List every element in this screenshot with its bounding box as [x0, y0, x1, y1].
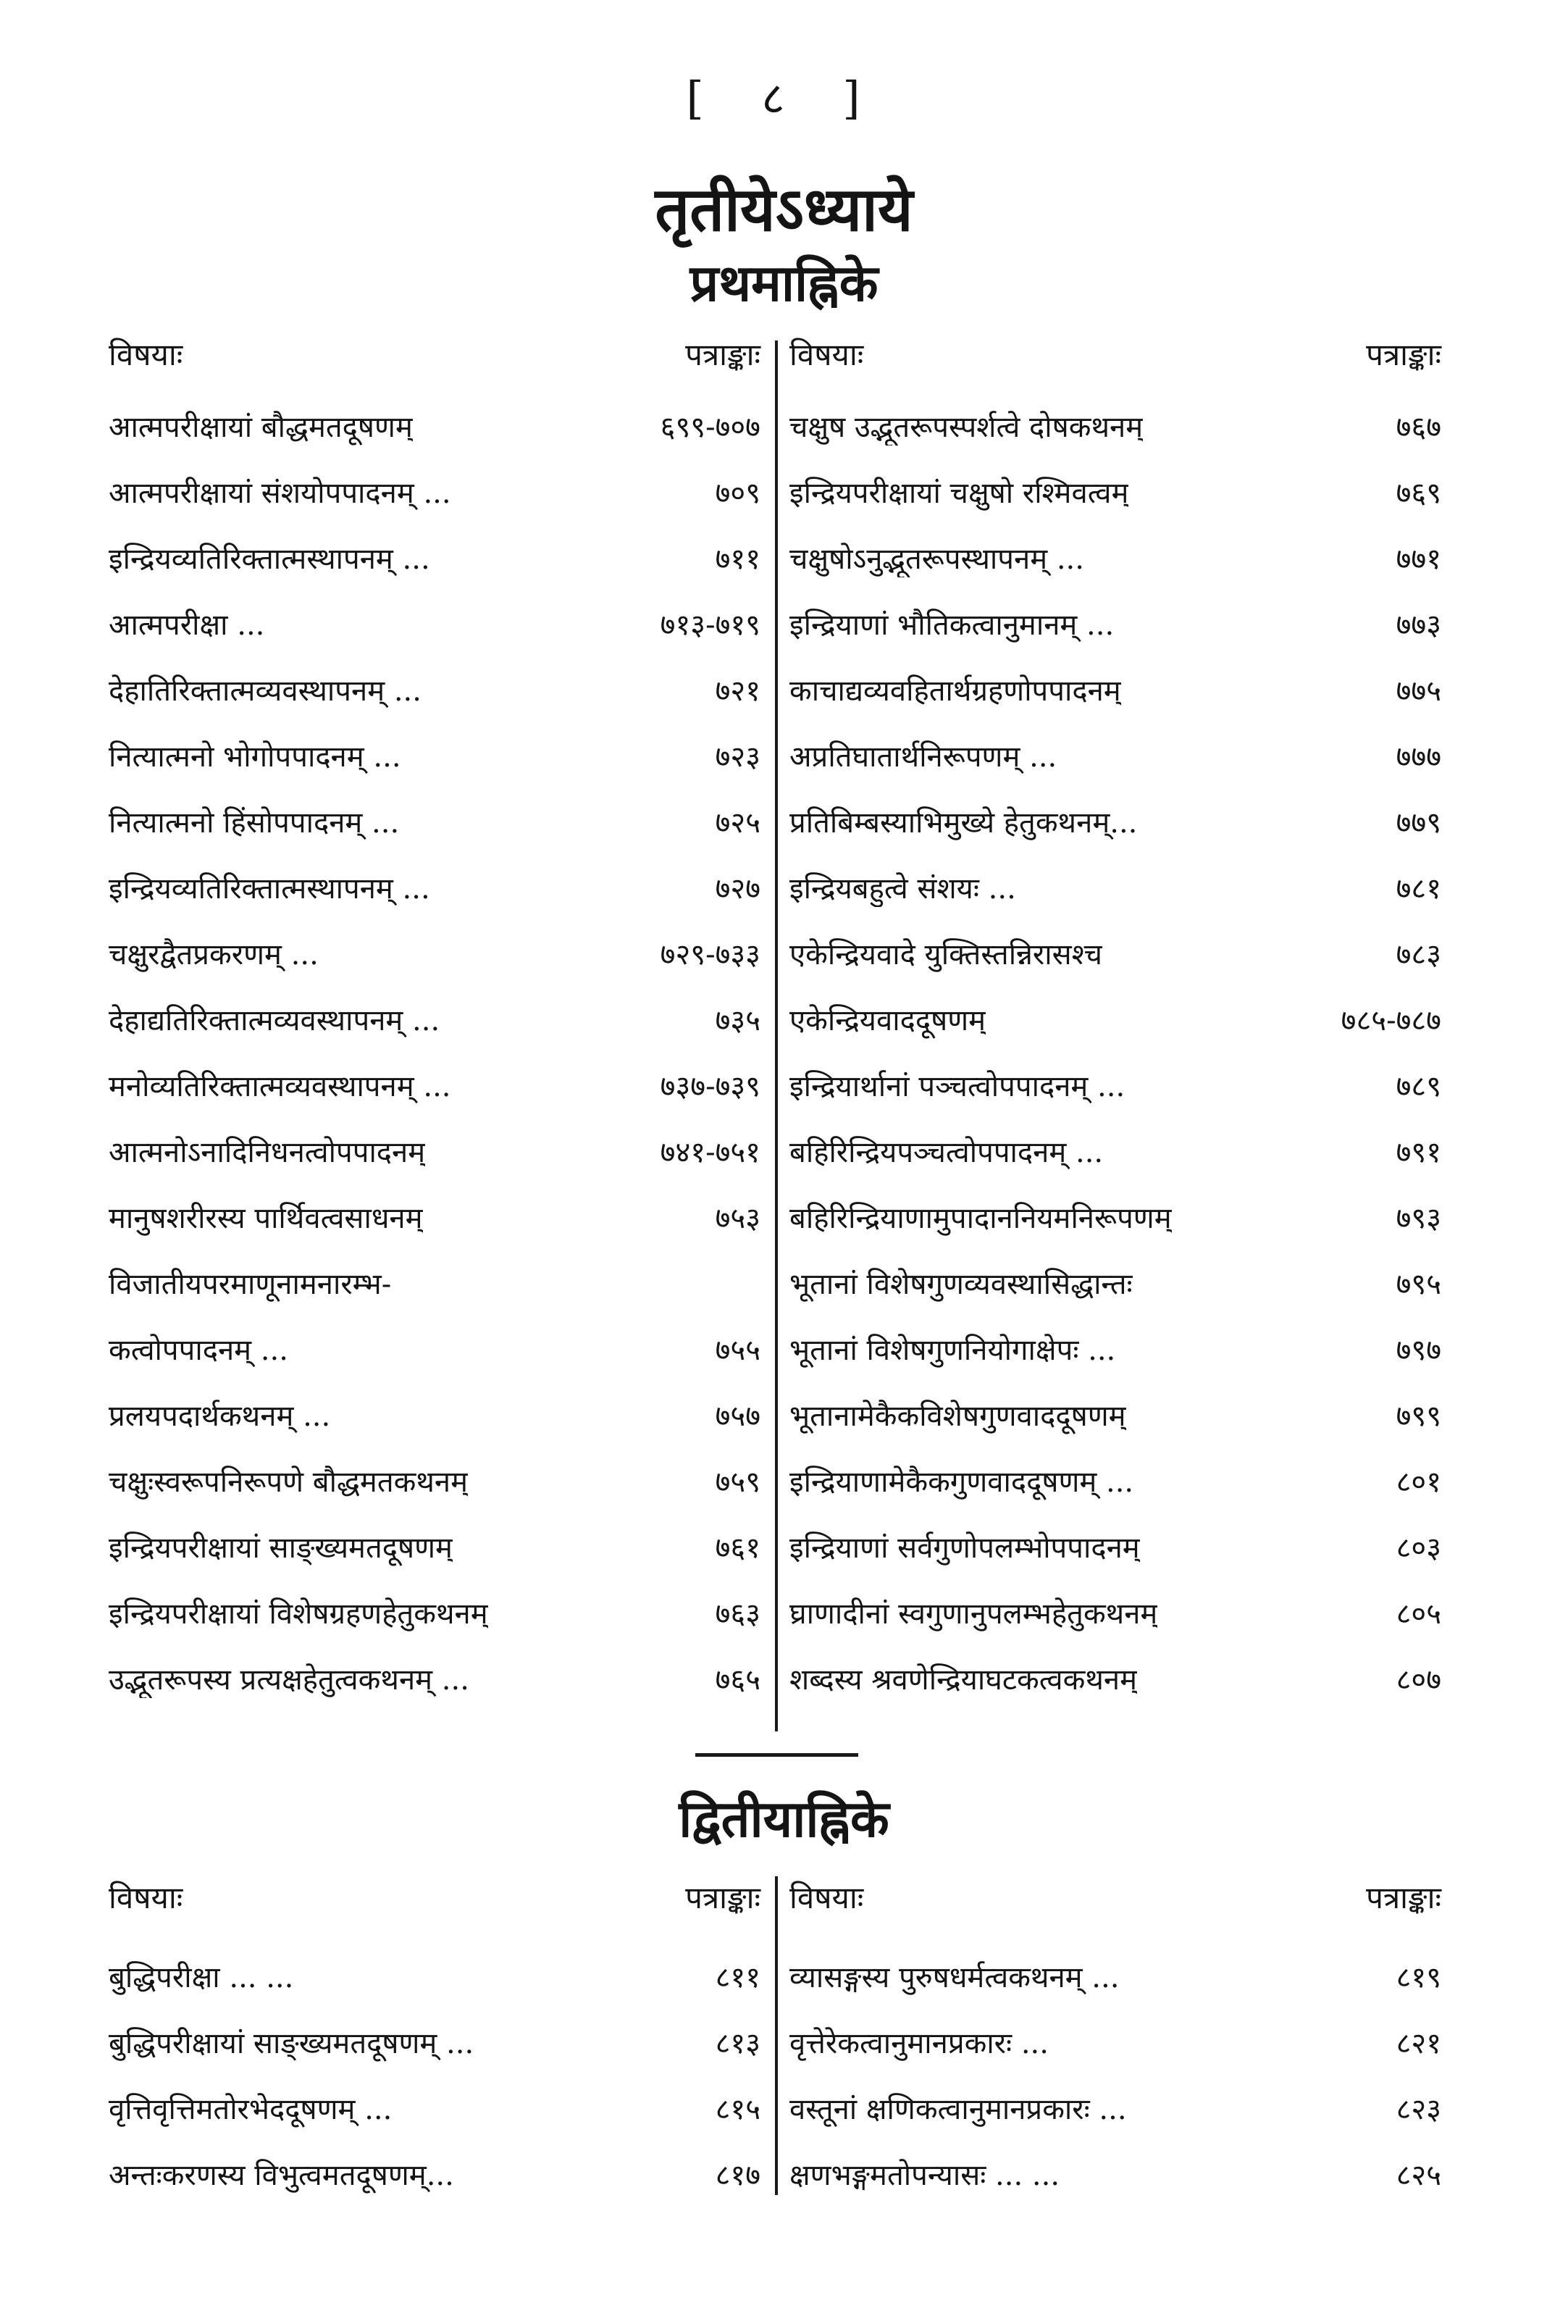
toc-entry	[789, 603, 1441, 643]
toc-entry	[109, 1592, 760, 1632]
toc-page-number: ७८९	[1396, 1070, 1441, 1103]
toc-entry	[109, 999, 760, 1039]
toc-topic: बुद्धिपरीक्षा ... ...	[109, 1961, 294, 1994]
toc-page-number: ८२३	[1396, 2093, 1441, 2126]
toc-entry	[109, 603, 760, 643]
toc-entry	[109, 669, 760, 709]
toc-entry	[789, 1592, 1441, 1632]
toc-page-number: ७९३	[1396, 1202, 1441, 1235]
toc-topic: नित्यात्मनो हिंसोपपादनम् ...	[109, 806, 400, 840]
toc-topic: काचाद्यव्यवहितार्थग्रहणोपपादनम्	[789, 674, 1121, 708]
toc-entry	[789, 1956, 1441, 1996]
toc-entry	[109, 1197, 760, 1237]
toc-entry	[109, 1460, 760, 1500]
toc-page-number: ७८५-७८७	[1341, 1004, 1441, 1037]
toc-topic: इन्द्रियपरीक्षायां साङ्ख्यमतदूषणम्	[109, 1531, 453, 1565]
toc-column-right	[789, 1876, 1441, 2224]
toc-page-number: ७७७	[1396, 740, 1441, 774]
toc-entry	[109, 1526, 760, 1566]
toc-entry	[789, 2154, 1441, 2194]
toc-topic: चक्षुष उद्भूतरूपस्पर्शत्वे दोषकथनम्	[789, 411, 1144, 444]
toc-entry	[789, 1131, 1441, 1171]
toc-page-number: ७४१-७५१	[660, 1136, 760, 1169]
column-divider	[775, 1876, 778, 2195]
toc-page-number: ७९५	[1396, 1268, 1441, 1301]
toc-entry	[109, 2088, 760, 2128]
toc-entry	[789, 1526, 1441, 1566]
toc-entry	[789, 1065, 1441, 1105]
toc-topic: आत्मनोऽनादिनिधनत्वोपपादनम्	[109, 1136, 426, 1169]
column-header	[109, 333, 760, 375]
toc-page-number: ७७३	[1396, 609, 1441, 642]
toc-page-number: ८०५	[1396, 1597, 1441, 1631]
toc-page-number: ६९९-७०७	[660, 411, 760, 444]
toc-topic: देहातिरिक्तात्मव्यवस्थापनम् ...	[109, 674, 422, 708]
toc-page-number: ७२९-७३३	[660, 938, 760, 971]
toc-topic: आत्मपरीक्षायां संशयोपपादनम् ...	[109, 477, 451, 510]
header-pages: पत्राङ्काः	[1366, 337, 1441, 372]
toc-entry	[109, 1395, 760, 1434]
toc-topic: वृत्तेरेकत्वानुमानप्रकारः ...	[789, 2027, 1049, 2060]
toc-entry	[789, 1263, 1441, 1303]
toc-entry	[109, 1956, 760, 1996]
toc-topic: वस्तूनां क्षणिकत्वानुमानप्रकारः ...	[789, 2093, 1127, 2126]
toc-entry	[109, 1329, 760, 1368]
toc-topic: इन्द्रियाणां भौतिकत्वानुमानम् ...	[789, 609, 1115, 642]
toc-topic: मनोव्यतिरिक्तात्मव्यवस्थापनम् ...	[109, 1070, 451, 1103]
toc-topic: मानुषशरीरस्य पार्थिवत्वसाधनम्	[109, 1202, 423, 1235]
toc-entry	[789, 2022, 1441, 2062]
toc-entry	[789, 1460, 1441, 1500]
toc-entry	[109, 1263, 760, 1303]
toc-page-number: ८०३	[1396, 1531, 1441, 1565]
toc-topic: इन्द्रियबहुत्वे संशयः ...	[789, 872, 1016, 906]
toc-entry	[789, 472, 1441, 511]
column-header	[109, 1876, 760, 1918]
toc-topic: विजातीयपरमाणूनामनारम्भ-	[109, 1268, 392, 1301]
toc-page-number: ७७९	[1396, 806, 1441, 840]
header-topic: विषयाः	[789, 337, 864, 372]
toc-page-number: ७९९	[1396, 1400, 1441, 1433]
toc-topic: इन्द्रियार्थानां पञ्चत्वोपपादनम् ...	[789, 1070, 1125, 1103]
toc-entry	[109, 1658, 760, 1698]
toc-page-number: ७६५	[715, 1663, 760, 1697]
toc-topic: नित्यात्मनो भोगोपपादनम् ...	[109, 740, 401, 774]
toc-topic: चक्षुःस्वरूपनिरूपणे बौद्धमतकथनम्	[109, 1466, 469, 1499]
toc-topic: इन्द्रियाणां सर्वगुणोपलम्भोपपादनम्	[789, 1531, 1140, 1565]
toc-page-number: ७६१	[715, 1531, 760, 1565]
toc-page-number: ७२५	[715, 806, 760, 840]
toc-entry	[109, 867, 760, 907]
toc-page-number: ८०७	[1396, 1663, 1441, 1697]
toc-topic: इन्द्रियव्यतिरिक्तात्मस्थापनम् ...	[109, 543, 430, 576]
toc-page-number: ८११	[715, 1961, 760, 1994]
toc-page-number: ७७१	[1396, 543, 1441, 576]
toc-entry	[109, 538, 760, 577]
toc-entry	[109, 933, 760, 973]
toc-topic: वृत्तिवृत्तिमतोरभेददूषणम् ...	[109, 2093, 393, 2126]
toc-topic: प्रलयपदार्थकथनम् ...	[109, 1400, 331, 1433]
toc-page-number: ७८१	[1396, 872, 1441, 906]
toc-page-number: ७२१	[715, 674, 760, 708]
toc-entry	[109, 801, 760, 841]
toc-page-number: ७३७-७३९	[660, 1070, 760, 1103]
toc-topic: प्रतिबिम्बस्याभिमुख्ये हेतुकथनम्...	[789, 806, 1138, 840]
section-title-first: प्रथमाह्निके	[689, 253, 879, 313]
toc-topic: भूतानां विशेषगुणव्यवस्थासिद्धान्तः	[789, 1268, 1133, 1301]
page-number: [ ८ ]	[686, 72, 882, 125]
toc-entry	[789, 1395, 1441, 1434]
toc-topic: व्यासङ्गस्य पुरुषधर्मत्वकथनम् ...	[789, 1961, 1120, 1994]
toc-page-number: ७९७	[1396, 1334, 1441, 1367]
header-pages: पत्राङ्काः	[685, 1880, 760, 1915]
toc-topic: इन्द्रियव्यतिरिक्तात्मस्थापनम् ...	[109, 872, 430, 906]
toc-topic: एकेन्द्रियवादे युक्तिस्तन्निरासश्च	[789, 938, 1103, 971]
toc-topic: आत्मपरीक्षा ...	[109, 609, 265, 642]
toc-entry	[109, 2022, 760, 2062]
toc-topic: अन्तःकरणस्य विभुत्वमतदूषणम्...	[109, 2159, 454, 2192]
toc-topic: अप्रतिघातार्थनिरूपणम् ...	[789, 740, 1057, 774]
toc-page-number: ८१५	[715, 2093, 760, 2126]
toc-topic: आत्मपरीक्षायां बौद्धमतदूषणम्	[109, 411, 413, 444]
toc-entry	[789, 999, 1441, 1039]
toc-page-number: ७६९	[1396, 477, 1441, 510]
column-header	[789, 333, 1441, 375]
toc-page-number: ७२३	[715, 740, 760, 774]
toc-column-left	[109, 1876, 760, 2224]
toc-entry	[789, 735, 1441, 775]
toc-topic: इन्द्रियाणामेकैकगुणवाददूषणम् ...	[789, 1466, 1134, 1499]
toc-page-number: ८१७	[715, 2159, 760, 2192]
toc-page-number: ७८३	[1396, 938, 1441, 971]
toc-entry	[789, 2088, 1441, 2128]
toc-page-number: ७२७	[715, 872, 760, 906]
chapter-title: तृतीयेऽध्याये	[655, 173, 913, 245]
header-pages: पत्राङ्काः	[685, 337, 760, 372]
toc-topic: भूतानां विशेषगुणनियोगाक्षेपः ...	[789, 1334, 1116, 1367]
toc-entry	[789, 1329, 1441, 1368]
toc-page-number: ७०९	[715, 477, 760, 510]
toc-entry	[789, 801, 1441, 841]
toc-page-number: ७७५	[1396, 674, 1441, 708]
toc-entry	[109, 472, 760, 511]
toc-topic: इन्द्रियपरीक्षायां चक्षुषो रश्मिवत्वम्	[789, 477, 1129, 510]
toc-page-number: ८१९	[1396, 1961, 1441, 1994]
toc-topic: उद्भूतरूपस्य प्रत्यक्षहेतुत्वकथनम् ...	[109, 1663, 469, 1697]
toc-entry	[789, 538, 1441, 577]
toc-page-number: ७९१	[1396, 1136, 1441, 1169]
toc-topic: इन्द्रियपरीक्षायां विशेषग्रहणहेतुकथनम्	[109, 1597, 488, 1631]
toc-entry	[109, 2154, 760, 2194]
toc-page-number: ७११	[715, 543, 760, 576]
toc-page-number: ७५७	[715, 1400, 760, 1433]
header-topic: विषयाः	[789, 1880, 864, 1915]
toc-page-number: ७५९	[715, 1466, 760, 1499]
toc-topic: बहिरिन्द्रियाणामुपादाननियमनिरूपणम्	[789, 1202, 1172, 1235]
toc-page-number: ७१३-७१९	[660, 609, 760, 642]
section-title-second: द्वितीयाह्निके	[679, 1789, 889, 1849]
toc-topic: चक्षुषोऽनुद्भूतरूपस्थापनम् ...	[789, 543, 1084, 576]
header-topic: विषयाः	[109, 337, 183, 372]
toc-page-number: ८२१	[1396, 2027, 1441, 2060]
toc-topic: कत्वोपपादनम् ...	[109, 1334, 288, 1367]
header-pages: पत्राङ्काः	[1366, 1880, 1441, 1915]
toc-page-number: ८२५	[1396, 2159, 1441, 2192]
toc-entry	[789, 1658, 1441, 1698]
toc-page-number: ७५३	[715, 1202, 760, 1235]
toc-column-right	[789, 333, 1441, 1724]
header-topic: विषयाः	[109, 1880, 183, 1915]
toc-entry	[789, 669, 1441, 709]
toc-page-number: ७५५	[715, 1334, 760, 1367]
toc-topic: चक्षुरद्वैतप्रकरणम् ...	[109, 938, 319, 971]
toc-topic: एकेन्द्रियवाददूषणम्	[789, 1004, 986, 1037]
toc-entry	[109, 735, 760, 775]
toc-topic: बहिरिन्द्रियपञ्चत्वोपपादनम् ...	[789, 1136, 1104, 1169]
toc-entry	[789, 1197, 1441, 1237]
column-divider	[775, 340, 778, 1731]
toc-entry	[109, 406, 760, 446]
toc-topic: क्षणभङ्गमतोपन्यासः ... ...	[789, 2159, 1060, 2192]
toc-topic: बुद्धिपरीक्षायां साङ्ख्यमतदूषणम् ...	[109, 2027, 474, 2060]
toc-page-number: ७३५	[715, 1004, 760, 1037]
toc-entry	[789, 406, 1441, 446]
toc-page-number: ७६७	[1396, 411, 1441, 444]
toc-topic: देहाद्यतिरिक्तात्मव्यवस्थापनम् ...	[109, 1004, 440, 1037]
toc-topic: भूतानामेकैकविशेषगुणवाददूषणम्	[789, 1400, 1126, 1433]
toc-page-number: ८१३	[715, 2027, 760, 2060]
toc-entry	[789, 867, 1441, 907]
toc-topic: शब्दस्य श्रवणेन्द्रियाघटकत्वकथनम्	[789, 1663, 1137, 1697]
toc-entry	[109, 1131, 760, 1171]
toc-page-number: ८०१	[1396, 1466, 1441, 1499]
column-header	[789, 1876, 1441, 1918]
toc-page-number: ७६३	[715, 1597, 760, 1631]
toc-column-left	[109, 333, 760, 1724]
section-separator	[695, 1753, 858, 1757]
toc-entry	[109, 1065, 760, 1105]
toc-entry	[789, 933, 1441, 973]
toc-topic: घ्राणादीनां स्वगुणानुपलम्भहेतुकथनम्	[789, 1597, 1158, 1631]
